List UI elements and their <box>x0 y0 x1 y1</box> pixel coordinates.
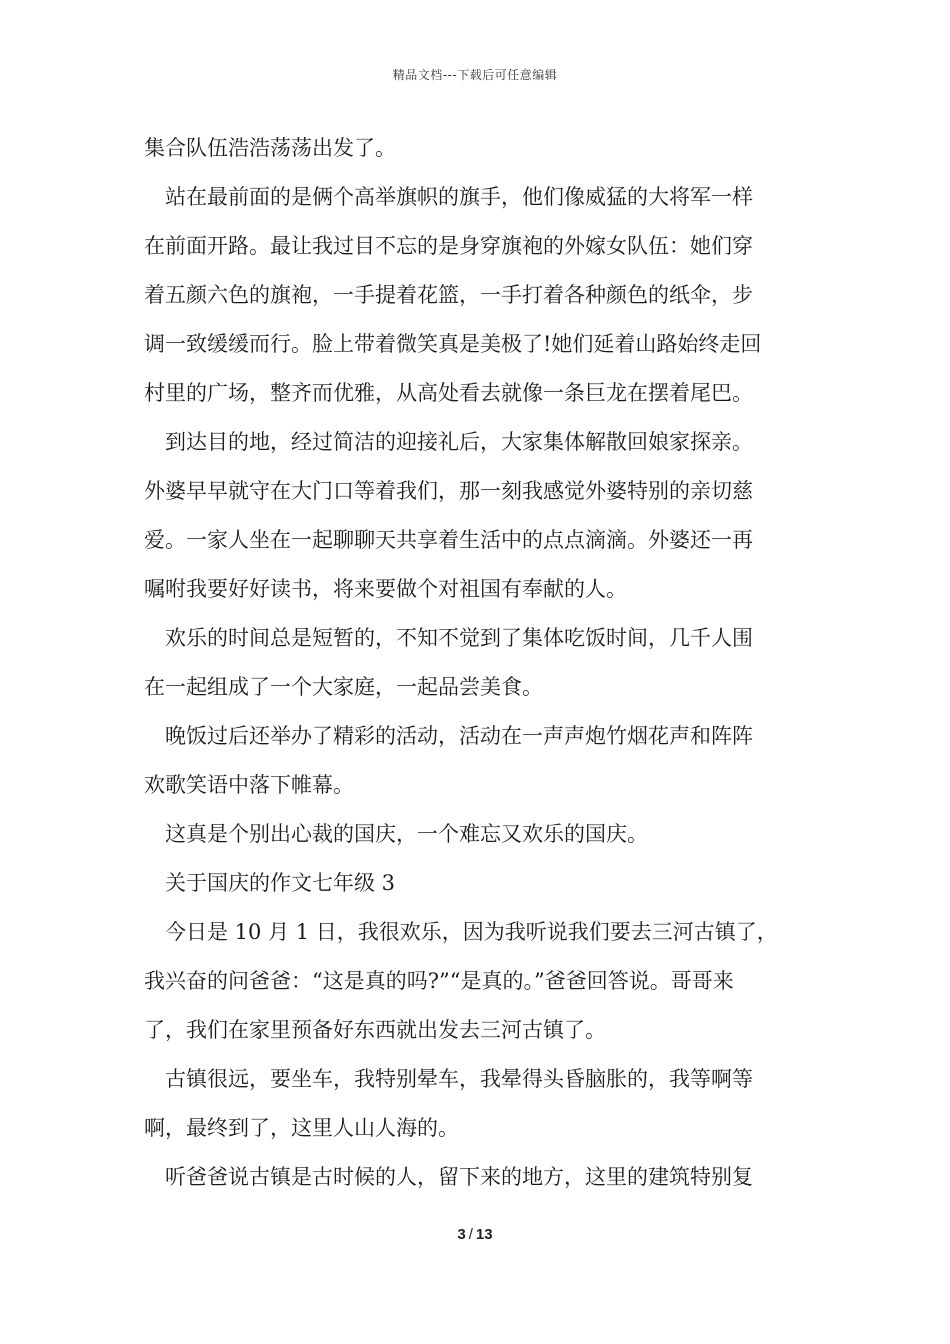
text-line: 爱。一家人坐在一起聊聊天共享着生活中的点点滴滴。外婆还一再 <box>144 528 753 552</box>
text-line: 调一致缓缓而行。脸上带着微笑真是美极了!她们延着山路始终走回 <box>144 332 762 356</box>
text-line: 欢乐的时间总是短暂的，不知不觉到了集体吃饭时间，几千人围 <box>165 626 753 650</box>
header-text: 精品文档---下载后可任意编辑 <box>392 68 558 82</box>
text-line: 外婆早早就守在大门口等着我们，那一刻我感觉外婆特别的亲切慈 <box>144 479 753 503</box>
text-line: 今日是 10 月 1 日，我很欢乐，因为我听说我们要去三河古镇了， <box>165 920 778 944</box>
page-header <box>0 66 950 83</box>
section-heading: 关于国庆的作文七年级 3 <box>165 871 396 895</box>
text-line: 着五颜六色的旗袍，一手提着花篮，一手打着各种颜色的纸伞，步 <box>144 283 753 307</box>
text-line: 在前面开路。最让我过目不忘的是身穿旗袍的外嫁女队伍：她们穿 <box>144 234 753 258</box>
text-line: 站在最前面的是俩个高举旗帜的旗手，他们像威猛的大将军一样 <box>165 185 753 209</box>
text-line: 在一起组成了一个大家庭，一起品尝美食。 <box>144 675 543 699</box>
text-line: 到达目的地，经过简洁的迎接礼后，大家集体解散回娘家探亲。 <box>165 430 753 454</box>
page-separator: / <box>468 1226 473 1243</box>
text-line: 我兴奋的问爸爸：“这是真的吗?”“是真的。”爸爸回答说。哥哥来 <box>144 969 734 993</box>
text-line: 了，我们在家里预备好东西就出发去三河古镇了。 <box>144 1018 606 1042</box>
total-pages: 13 <box>475 1226 493 1243</box>
text-line: 这真是个别出心裁的国庆，一个难忘又欢乐的国庆。 <box>165 822 648 846</box>
document-body <box>144 124 812 1202</box>
page-number <box>0 1226 950 1243</box>
text-line: 听爸爸说古镇是古时候的人，留下来的地方，这里的建筑特别复 <box>165 1165 753 1189</box>
text-line: 晚饭过后还举办了精彩的活动，活动在一声声炮竹烟花声和阵阵 <box>165 724 753 748</box>
text-line: 村里的广场，整齐而优雅，从高处看去就像一条巨龙在摆着尾巴。 <box>144 381 753 405</box>
current-page: 3 <box>457 1226 466 1243</box>
text-line: 欢歌笑语中落下帷幕。 <box>144 773 354 797</box>
text-line: 古镇很远，要坐车，我特别晕车，我晕得头昏脑胀的，我等啊等 <box>165 1067 753 1091</box>
text-line: 啊，最终到了，这里人山人海的。 <box>144 1116 459 1140</box>
text-line: 嘱咐我要好好读书，将来要做个对祖国有奉献的人。 <box>144 577 627 601</box>
text-line: 集合队伍浩浩荡荡出发了。 <box>144 136 396 160</box>
